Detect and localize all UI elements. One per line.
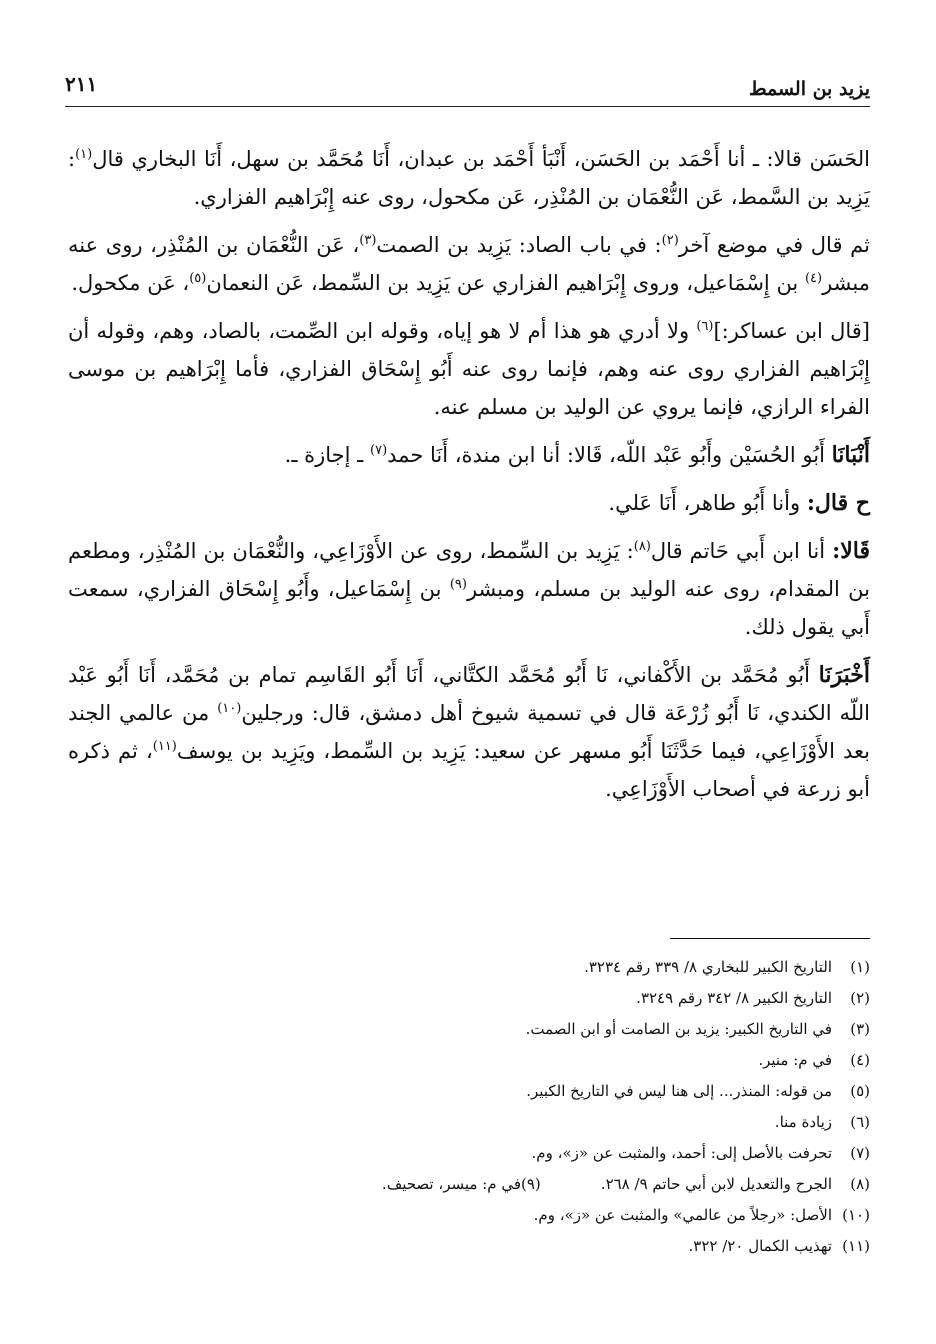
footnote-separator	[670, 938, 870, 939]
footnote	[68, 983, 870, 1014]
footnote-ref: (٧)	[370, 443, 388, 458]
footnote	[68, 1138, 870, 1169]
lead-word: أَخْبَرَنَا	[818, 662, 870, 688]
footnote	[68, 952, 870, 983]
text-run: ولا أدري هو هذا أم لا هو إياه، وقوله ابن الصِّمت، بالصاد، وهم، وقوله أن إِبْرَاهيم الفزاري روى عنه وهم، فإنما روى عنه أَبُو إِسْحَاق الفزاري، فأما إِبْرَاهيم بن موسى الفراء الرازي، فإنما يروي عن الوليد بن مسلم عنه.	[68, 319, 870, 419]
lead-word: أَنْبَانَا	[831, 442, 870, 468]
footnote-number: (٥)	[850, 1082, 870, 1100]
footnote-ref: (٦)	[696, 319, 714, 334]
footnote-ref: (١١)	[152, 739, 177, 754]
footnote-text: التاريخ الكبير ٨/ ٣٤٢ رقم ٣٢٤٩.	[636, 989, 832, 1007]
paragraph-2	[68, 226, 870, 302]
footnote	[68, 1045, 870, 1076]
paragraph-3	[68, 312, 870, 426]
text-run: بن إِسْمَاعيل، وأَبُو إِسْحَاق الفزاري، سمعت أَبي يقول ذلك.	[68, 577, 870, 639]
footnote	[68, 1014, 870, 1045]
paragraph-4	[68, 436, 870, 474]
lead-word: قَالا:	[832, 538, 870, 564]
footnote-text: تهذيب الكمال ٢٠/ ٣٢٢.	[688, 1237, 832, 1255]
text-run: ، ثم ذكره أبو زرعة في أصحاب الأَوْزَاعِي.	[68, 739, 870, 801]
footnote-text: الأصل: «رجلاً من عالمي» والمثبت عن «ز»، وم.	[533, 1206, 832, 1224]
page-number: ٢١١	[65, 72, 98, 96]
footnote-ref: (١٠)	[217, 701, 242, 716]
text-run: : في باب الصاد: يَزِيد بن الصمت	[376, 233, 662, 257]
footnote-ref: (٩)	[449, 577, 467, 592]
footnote-text: في م: ميسر، تصحيف.	[381, 1175, 521, 1193]
page-header	[65, 68, 870, 107]
footnote-number: (٣)	[850, 1020, 870, 1038]
paragraph-1	[68, 140, 870, 216]
footnote-number: (١)	[850, 958, 870, 976]
footnote-number: (٦)	[850, 1113, 870, 1131]
footnote-text: من قوله: المنذر... إلى هنا ليس في التاريخ الكبير.	[526, 1082, 832, 1100]
footnote	[68, 1231, 870, 1262]
running-title: يزيد بن السمط	[748, 78, 870, 100]
footnote-number: (٤)	[850, 1051, 870, 1069]
text-run: أنا ابن أَبي حَاتم قال	[650, 539, 833, 563]
text-run: وأنا أَبُو طاهر، أَنَا عَلي.	[608, 491, 807, 515]
footnote	[68, 1169, 870, 1200]
footnote-ref: (٤)	[804, 271, 823, 286]
footnote-text: في التاريخ الكبير: يزيد بن الصامت أو ابن الصمت.	[525, 1020, 832, 1038]
text-run: الحَسَن قالا: ـ أنا أَحْمَد بن الحَسَن، أَنْبَأ أَحْمَد بن عبدان، أَنَا مُحَمَّد بن سهل، أَنَا البخاري قال	[92, 147, 870, 171]
footnotes	[68, 952, 870, 1262]
paragraph-6	[68, 532, 870, 646]
footnote-number: (١٠)	[842, 1206, 870, 1224]
footnote-number: (٢)	[850, 989, 870, 1007]
text-run: ، عَن النُّعْمَان بن المُنْذِر، روى عنه مبشر	[68, 233, 870, 295]
footnote-number: (٨)	[850, 1175, 870, 1193]
footnote-text: في م: منير.	[758, 1051, 832, 1069]
text-run: : يَزِيد بن السَّمط، عَن النُّعْمَان بن المُنْذِر، عَن مكحول، روى عنه إِبْرَاهيم الفزاري.	[68, 147, 870, 209]
footnote-text: التاريخ الكبير للبخاري ٨/ ٣٣٩ رقم ٣٢٣٤.	[584, 958, 832, 976]
text-run: أَبُو مُحَمَّد بن الأَكْفاني، نَا أَبُو مُحَمَّد الكتَّاني، أَنَا أَبُو القَاسِم تمام بن مُحَمَّد، أَنَا أَبُو عَبْد اللّه الكندي، نَا أَبُو زُرْعَة قال في تسمية شيوخ أهل دمشق، قال: ورجلين	[68, 663, 870, 725]
footnote-text: تحرفت بالأصل إلى: أحمد، والمثبت عن «ز»، وم.	[531, 1144, 832, 1162]
footnote-ref: (٣)	[359, 233, 377, 248]
paragraph-5	[68, 484, 870, 522]
main-text	[68, 140, 870, 818]
lead-word: ح قال:	[806, 490, 870, 516]
footnote-number: (٧)	[850, 1144, 870, 1162]
footnote	[68, 1200, 870, 1231]
text-run: ثم قال في موضع آخر	[678, 233, 870, 257]
footnote	[68, 1107, 870, 1138]
footnote-ref: (٨)	[633, 539, 651, 554]
footnote-number: (٩)	[521, 1175, 541, 1193]
footnote-ref: (٢)	[661, 233, 679, 248]
text-run: ـ إجازة ـ.	[284, 443, 371, 467]
footnote-ref: (١)	[75, 147, 93, 162]
paragraph-7	[68, 656, 870, 808]
footnote-text: الجرح والتعديل لابن أبي حاتم ٩/ ٢٦٨.	[600, 1175, 832, 1193]
footnote-ref: (٥)	[189, 271, 207, 286]
text-run: أَبُو الحُسَيْن وأَبُو عَبْد اللّه، قَالا: أنا ابن مندة، أَنَا حمد	[387, 443, 832, 467]
text-run: [قال ابن عساكر:]	[713, 319, 871, 343]
footnote	[68, 1076, 870, 1107]
footnote-number: (١١)	[842, 1237, 870, 1255]
text-run: بن إِسْمَاعيل، وروى إِبْرَاهيم الفزاري عن يَزِيد بن السِّمط، عَن النعمان	[206, 271, 805, 295]
text-run: من عالمي الجند بعد الأَوْزَاعِي، فيما حَدَّثَنَا أَبُو مسهر عن سعيد: يَزِيد بن السِّمط، ويَزِيد بن يوسف	[68, 701, 871, 763]
footnote-text: زيادة منا.	[774, 1113, 832, 1131]
text-run: : يَزِيد بن السِّمط، روى عن الأَوْزَاعِي، والنُّعْمَان بن المُنْذِر، ومطعم بن المقدام، روى عنه الوليد بن مسلم، ومبشر	[68, 539, 870, 601]
text-run: ، عَن مكحول.	[71, 271, 190, 295]
